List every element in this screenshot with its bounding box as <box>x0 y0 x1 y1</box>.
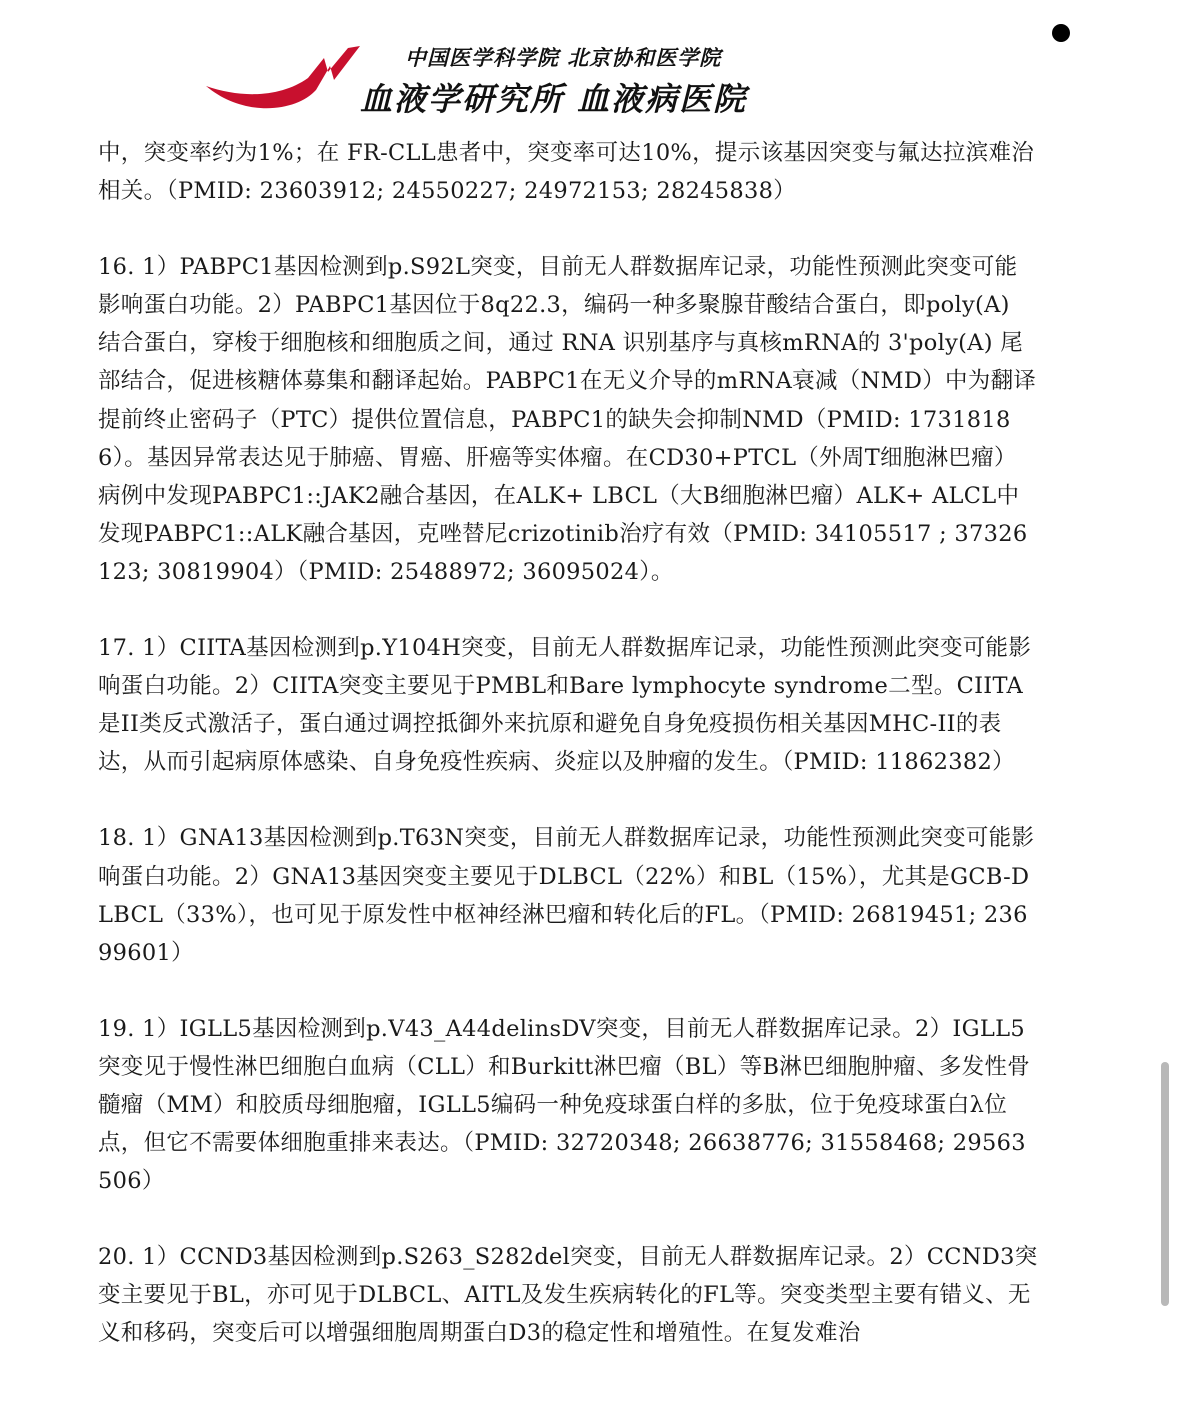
institution-logo <box>200 36 370 120</box>
scrollbar-thumb[interactable] <box>1161 1062 1169 1306</box>
document-body <box>98 134 1038 1353</box>
recording-indicator-dot <box>1052 24 1070 42</box>
paragraph-item-17: 17. 1）CIITA基因检测到p.Y104H突变，目前无人群数据库记录，功能性预测此突变可能影响蛋白功能。2）CIITA突变主要见于PMBL和Bare lymphocyte syndrome二型。CIITA是II类反式激活子，蛋白通过调控抵御外来抗原和避免自身免疫损伤相关基因MHC-II的表达，从而引起病原体感染、自身免疫性疾病、炎症以及肿瘤的发生。（PMID: 11862382） <box>98 635 1032 776</box>
paragraph-item-16: 16. 1）PABPC1基因检测到p.S92L突变，目前无人群数据库记录，功能性预测此突变可能影响蛋白功能。2）PABPC1基因位于8q22.3，编码一种多聚腺苷酸结合蛋白，即poly(A) 结合蛋白，穿梭于细胞核和细胞质之间，通过 RNA 识别基序与真核mRNA的 3'poly(A) 尾部结合，促进核糖体募集和翻译起始。PABPC1在无义介导的mRNA衰减（NMD）中为翻译提前终止密码子（PTC）提供位置信息，PABPC1的缺失会抑制NMD（PMID: 17318186）。基因异常表达见于肺癌、胃癌、肝癌等实体瘤。在CD30+PTCL（外周T细胞淋巴瘤）病例中发现PABPC1::JAK2融合基因，在ALK+ LBCL（大B细胞淋巴瘤）ALK+ ALCL中发现PABPC1::ALK融合基因，克唑替尼crizotinib治疗有效（PMID: 34105517 ; 37326123; 30819904）（PMID: 25488972; 36095024）。 <box>98 254 1037 585</box>
paragraph-item-18: 18. 1）GNA13基因检测到p.T63N突变，目前无人群数据库记录，功能性预测此突变可能影响蛋白功能。2）GNA13基因突变主要见于DLBCL（22%）和BL（15%），尤其是GCB-DLBCL（33%），也可见于原发性中枢神经淋巴瘤和转化后的FL。（PMID: 26819451; 23699601） <box>98 825 1035 966</box>
document-header <box>200 36 800 120</box>
paragraph-item-20: 20. 1）CCND3基因检测到p.S263_S282del突变，目前无人群数据库记录。2）CCND3突变主要见于BL，亦可见于DLBCL、AITL及发生疾病转化的FL等。突变类型主要有错义、无义和移码，突变后可以增强细胞周期蛋白D3的稳定性和增殖性。在复发难治 <box>98 1244 1038 1347</box>
paragraph-continuation: 中，突变率约为1%；在 FR-CLL患者中，突变率可达10%，提示该基因突变与氟达拉滨难治相关。（PMID: 23603912; 24550227; 24972153; 28245838） <box>98 140 1035 205</box>
institution-name-line2: 血液学研究所 血液病医院 <box>360 80 748 118</box>
paragraph-item-19: 19. 1）IGLL5基因检测到p.V43_A44delinsDV突变，目前无人群数据库记录。2）IGLL5突变见于慢性淋巴细胞白血病（CLL）和Burkitt淋巴瘤（BL）等B淋巴细胞肿瘤、多发性骨髓瘤（MM）和胶质母细胞瘤，IGLL5编码一种免疫球蛋白样的多肽，位于免疫球蛋白λ位点，但它不需要体细胞重排来表达。（PMID: 32720348; 26638776; 31558468; 29563506） <box>98 1015 1031 1195</box>
institution-name-line1: 中国医学科学院 北京协和医学院 <box>405 45 722 70</box>
